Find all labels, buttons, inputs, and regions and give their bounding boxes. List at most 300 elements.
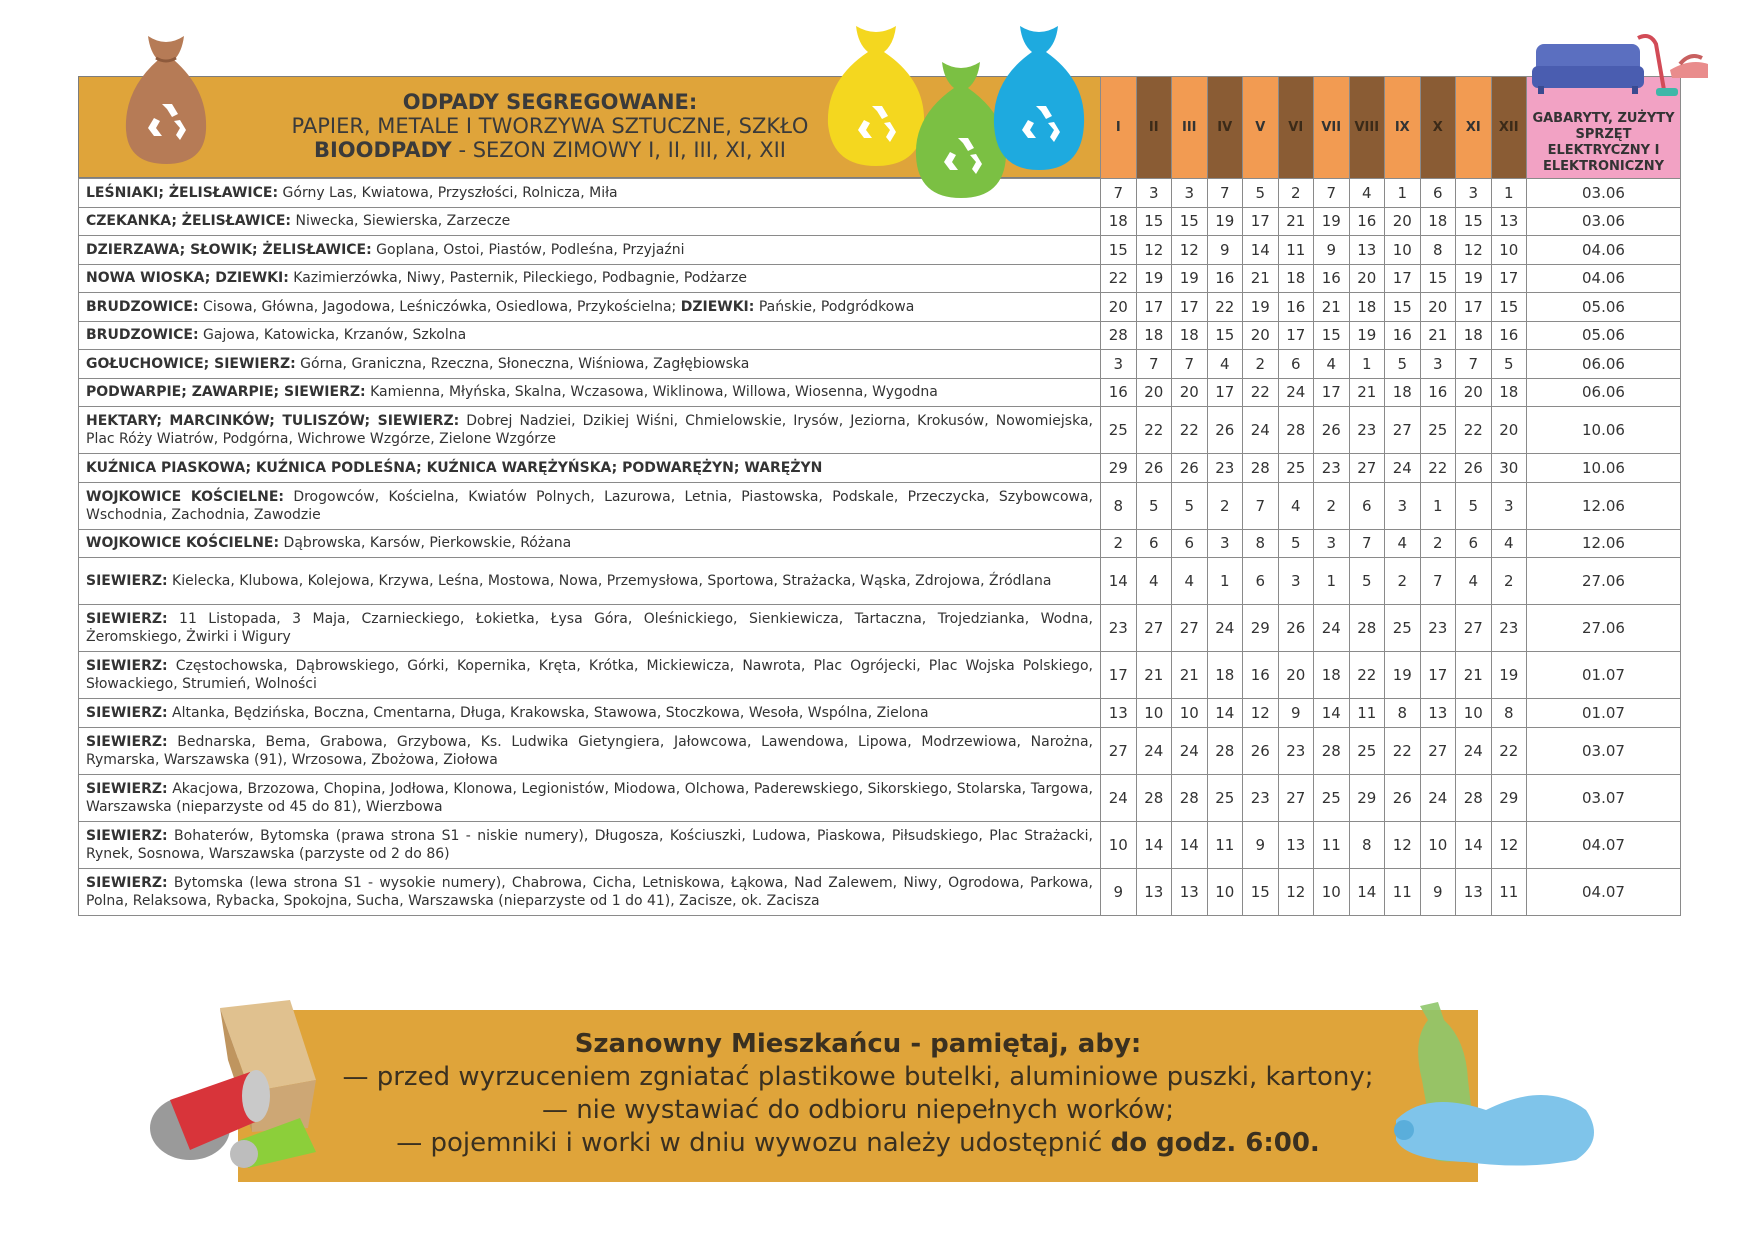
pickup-day-cell: 2 bbox=[1491, 558, 1527, 605]
pickup-day-cell: 1 bbox=[1491, 179, 1527, 208]
pickup-day-cell: 24 bbox=[1385, 454, 1421, 483]
pickup-day-cell: 13 bbox=[1491, 207, 1527, 236]
locality-label: GOŁUCHOWICE; SIEWIERZ: bbox=[86, 355, 296, 372]
street-cell bbox=[79, 207, 1101, 236]
cardboard-icon bbox=[140, 1000, 330, 1170]
footer-notice bbox=[238, 1028, 1478, 1160]
table-row bbox=[79, 179, 1681, 208]
locality-label: SIEWIERZ: bbox=[86, 611, 168, 627]
street-cell bbox=[79, 378, 1101, 407]
pickup-day-cell: 10 bbox=[1385, 236, 1421, 265]
locality-label: PODWARPIE; ZAWARPIE; SIEWIERZ: bbox=[86, 384, 366, 401]
pickup-day-cell: 15 bbox=[1314, 321, 1350, 350]
title-materials: PAPIER, METALE I TWORZYWA SZTUCZNE, SZKŁO bbox=[291, 114, 809, 138]
table-row bbox=[79, 293, 1681, 322]
pickup-day-cell: 24 bbox=[1243, 407, 1279, 454]
pickup-day-cell: 19 bbox=[1243, 293, 1279, 322]
locality-label: BRUDZOWICE: bbox=[86, 298, 199, 315]
pickup-day-cell: 7 bbox=[1420, 558, 1456, 605]
table-row bbox=[79, 321, 1681, 350]
gabaryty-date-cell: 04.06 bbox=[1527, 264, 1681, 293]
pickup-day-cell: 21 bbox=[1349, 378, 1385, 407]
pickup-day-cell: 9 bbox=[1314, 236, 1350, 265]
pickup-day-cell: 4 bbox=[1136, 558, 1172, 605]
pickup-day-cell: 6 bbox=[1349, 482, 1385, 529]
pickup-day-cell: 21 bbox=[1278, 207, 1314, 236]
pickup-day-cell: 7 bbox=[1101, 179, 1137, 208]
pickup-day-cell: 26 bbox=[1207, 407, 1243, 454]
pickup-day-cell: 6 bbox=[1136, 529, 1172, 558]
street-list: Drogowców, Kościelna, Kwiatów Polnych, Lazurowa, Letnia, Piastowska, Podskale, Przeczycka, Szybowcowa, Wschodnia, Zachodnia, Zawodzie bbox=[86, 488, 1093, 523]
table-row bbox=[79, 378, 1681, 407]
pickup-day-cell: 23 bbox=[1243, 774, 1279, 821]
month-label: IX bbox=[1394, 120, 1410, 135]
pickup-day-cell: 5 bbox=[1456, 482, 1492, 529]
month-header-xi bbox=[1456, 77, 1492, 179]
pickup-day-cell: 22 bbox=[1136, 407, 1172, 454]
pickup-day-cell: 21 bbox=[1420, 321, 1456, 350]
month-label: II bbox=[1148, 120, 1159, 135]
gabaryty-date-cell: 27.06 bbox=[1527, 605, 1681, 652]
table-row bbox=[79, 264, 1681, 293]
month-label: XI bbox=[1465, 120, 1481, 135]
pickup-day-cell: 11 bbox=[1349, 699, 1385, 728]
pickup-day-cell: 26 bbox=[1243, 727, 1279, 774]
pickup-day-cell: 19 bbox=[1172, 264, 1208, 293]
month-label: VII bbox=[1321, 120, 1342, 135]
pickup-day-cell: 16 bbox=[1278, 293, 1314, 322]
pickup-day-cell: 14 bbox=[1314, 699, 1350, 728]
street-cell bbox=[79, 293, 1101, 322]
pickup-day-cell: 3 bbox=[1456, 179, 1492, 208]
pickup-day-cell: 7 bbox=[1349, 529, 1385, 558]
pickup-day-cell: 13 bbox=[1349, 236, 1385, 265]
month-label: VIII bbox=[1354, 120, 1380, 135]
month-header-ii bbox=[1136, 77, 1172, 179]
pickup-day-cell: 2 bbox=[1420, 529, 1456, 558]
pickup-day-cell: 18 bbox=[1172, 321, 1208, 350]
pickup-day-cell: 6 bbox=[1243, 558, 1279, 605]
month-header-iii bbox=[1172, 77, 1208, 179]
pickup-day-cell: 14 bbox=[1456, 821, 1492, 868]
pickup-day-cell: 28 bbox=[1172, 774, 1208, 821]
pickup-day-cell: 27 bbox=[1136, 605, 1172, 652]
footer-line-3-bold: do godz. 6:00. bbox=[1110, 1128, 1320, 1158]
pickup-day-cell: 16 bbox=[1243, 652, 1279, 699]
locality-label: NOWA WIOSKA; DZIEWKI: bbox=[86, 270, 289, 287]
pickup-day-cell: 15 bbox=[1491, 293, 1527, 322]
title-bio-bold: BIOODPADY bbox=[313, 138, 452, 162]
locality-label: WOJKOWICE KOŚCIELNE: bbox=[86, 488, 284, 505]
pickup-day-cell: 24 bbox=[1207, 605, 1243, 652]
vacuum-icon bbox=[1638, 36, 1678, 96]
pickup-day-cell: 25 bbox=[1101, 407, 1137, 454]
pickup-day-cell: 26 bbox=[1136, 454, 1172, 483]
pickup-day-cell: 24 bbox=[1420, 774, 1456, 821]
table-row bbox=[79, 821, 1681, 868]
pickup-day-cell: 18 bbox=[1456, 321, 1492, 350]
pickup-day-cell: 15 bbox=[1420, 264, 1456, 293]
schedule-body bbox=[79, 179, 1681, 916]
pickup-day-cell: 4 bbox=[1314, 350, 1350, 379]
pickup-day-cell: 12 bbox=[1278, 868, 1314, 915]
pickup-day-cell: 11 bbox=[1207, 821, 1243, 868]
pickup-day-cell: 16 bbox=[1207, 264, 1243, 293]
pickup-day-cell: 3 bbox=[1491, 482, 1527, 529]
gabaryty-date-cell: 04.07 bbox=[1527, 868, 1681, 915]
street-cell bbox=[79, 350, 1101, 379]
month-header-i bbox=[1101, 77, 1137, 179]
locality-label: DZIERZAWA; SŁOWIK; ŻELISŁAWICE: bbox=[86, 241, 372, 258]
pickup-day-cell: 9 bbox=[1243, 821, 1279, 868]
street-list: Kielecka, Klubowa, Kolejowa, Krzywa, Leśna, Mostowa, Nowa, Przemysłowa, Sportowa, Strażacka, Wąska, Zdrojowa, Źródlana bbox=[167, 573, 1052, 589]
locality-label: WOJKOWICE KOŚCIELNE: bbox=[86, 535, 280, 552]
street-cell bbox=[79, 774, 1101, 821]
pickup-day-cell: 8 bbox=[1243, 529, 1279, 558]
pickup-day-cell: 20 bbox=[1278, 652, 1314, 699]
pickup-day-cell: 30 bbox=[1491, 454, 1527, 483]
footer-heading: Szanowny Mieszkańcu - pamiętaj, aby: bbox=[574, 1029, 1142, 1059]
pickup-day-cell: 8 bbox=[1420, 236, 1456, 265]
pickup-day-cell: 28 bbox=[1101, 321, 1137, 350]
pickup-day-cell: 22 bbox=[1101, 264, 1137, 293]
pickup-day-cell: 17 bbox=[1314, 378, 1350, 407]
street-cell bbox=[79, 699, 1101, 728]
street-cell bbox=[79, 605, 1101, 652]
pickup-day-cell: 16 bbox=[1314, 264, 1350, 293]
pickup-day-cell: 12 bbox=[1491, 821, 1527, 868]
pickup-day-cell: 17 bbox=[1207, 378, 1243, 407]
pickup-day-cell: 24 bbox=[1101, 774, 1137, 821]
pickup-day-cell: 29 bbox=[1101, 454, 1137, 483]
month-label: IV bbox=[1217, 120, 1233, 135]
pickup-day-cell: 16 bbox=[1349, 207, 1385, 236]
locality-label: DZIEWKI: bbox=[680, 298, 755, 315]
pickup-day-cell: 5 bbox=[1349, 558, 1385, 605]
pickup-day-cell: 20 bbox=[1136, 378, 1172, 407]
pickup-day-cell: 28 bbox=[1136, 774, 1172, 821]
gabaryty-date-cell: 04.06 bbox=[1527, 236, 1681, 265]
gabaryty-date-cell: 04.07 bbox=[1527, 821, 1681, 868]
pickup-day-cell: 19 bbox=[1136, 264, 1172, 293]
locality-label: LEŚNIAKI; ŻELISŁAWICE: bbox=[86, 184, 279, 201]
pickup-day-cell: 22 bbox=[1385, 727, 1421, 774]
table-row bbox=[79, 605, 1681, 652]
pickup-day-cell: 13 bbox=[1136, 868, 1172, 915]
pickup-day-cell: 12 bbox=[1456, 236, 1492, 265]
pickup-day-cell: 17 bbox=[1243, 207, 1279, 236]
pickup-day-cell: 14 bbox=[1349, 868, 1385, 915]
pickup-day-cell: 13 bbox=[1278, 821, 1314, 868]
gabaryty-date-cell: 03.06 bbox=[1527, 179, 1681, 208]
pickup-day-cell: 7 bbox=[1456, 350, 1492, 379]
street-list: Dąbrowska, Karsów, Pierkowskie, Różana bbox=[279, 535, 572, 552]
pickup-day-cell: 1 bbox=[1349, 350, 1385, 379]
pickup-day-cell: 8 bbox=[1491, 699, 1527, 728]
pickup-day-cell: 23 bbox=[1491, 605, 1527, 652]
street-list: Bednarska, Bema, Grabowa, Grzybowa, Ks. Ludwika Gietyngiera, Jałowcowa, Lawendowa, Lipowa, Modrzewiowa, Narożna, Rymarska, Warszawska (91), Wrzosowa, Zbożowa, Ziołowa bbox=[86, 733, 1093, 768]
pickup-day-cell: 17 bbox=[1385, 264, 1421, 293]
pickup-day-cell: 17 bbox=[1136, 293, 1172, 322]
pickup-day-cell: 25 bbox=[1207, 774, 1243, 821]
pickup-day-cell: 18 bbox=[1101, 207, 1137, 236]
pickup-day-cell: 27 bbox=[1278, 774, 1314, 821]
table-row bbox=[79, 482, 1681, 529]
pickup-day-cell: 17 bbox=[1278, 321, 1314, 350]
street-cell bbox=[79, 482, 1101, 529]
pickup-day-cell: 13 bbox=[1456, 868, 1492, 915]
pickup-day-cell: 6 bbox=[1278, 350, 1314, 379]
pickup-day-cell: 13 bbox=[1420, 699, 1456, 728]
pickup-day-cell: 18 bbox=[1278, 264, 1314, 293]
pickup-day-cell: 7 bbox=[1243, 482, 1279, 529]
pickup-day-cell: 4 bbox=[1349, 179, 1385, 208]
locality-label: KUŹNICA PIASKOWA; KUŹNICA PODLEŚNA; KUŹNICA WARĘŻYŃSKA; PODWARĘŻYN; WARĘŻYN bbox=[86, 459, 823, 476]
street-cell bbox=[79, 727, 1101, 774]
pickup-day-cell: 17 bbox=[1456, 293, 1492, 322]
pickup-day-cell: 19 bbox=[1314, 207, 1350, 236]
pickup-day-cell: 16 bbox=[1101, 378, 1137, 407]
pickup-day-cell: 18 bbox=[1385, 378, 1421, 407]
pickup-day-cell: 23 bbox=[1349, 407, 1385, 454]
pickup-day-cell: 15 bbox=[1456, 207, 1492, 236]
pickup-day-cell: 28 bbox=[1243, 454, 1279, 483]
pickup-day-cell: 23 bbox=[1101, 605, 1137, 652]
pickup-day-cell: 10 bbox=[1172, 699, 1208, 728]
pickup-day-cell: 3 bbox=[1101, 350, 1137, 379]
street-cell bbox=[79, 236, 1101, 265]
street-list: Altanka, Będzińska, Boczna, Cmentarna, Długa, Krakowska, Stawowa, Stoczkowa, Wesoła, Wspólna, Zielona bbox=[167, 704, 929, 721]
pickup-day-cell: 5 bbox=[1243, 179, 1279, 208]
month-header-ix bbox=[1385, 77, 1421, 179]
month-label: X bbox=[1432, 120, 1443, 135]
pickup-day-cell: 10 bbox=[1456, 699, 1492, 728]
brown-bag-icon bbox=[118, 30, 214, 168]
pickup-day-cell: 8 bbox=[1101, 482, 1137, 529]
pickup-day-cell: 5 bbox=[1136, 482, 1172, 529]
pickup-day-cell: 20 bbox=[1172, 378, 1208, 407]
pickup-day-cell: 4 bbox=[1207, 350, 1243, 379]
pickup-day-cell: 11 bbox=[1385, 868, 1421, 915]
gabaryty-date-cell: 03.07 bbox=[1527, 774, 1681, 821]
street-list: Niwecka, Siewierska, Zarzecze bbox=[291, 213, 511, 230]
pickup-day-cell: 19 bbox=[1349, 321, 1385, 350]
pickup-day-cell: 23 bbox=[1207, 454, 1243, 483]
month-label: III bbox=[1181, 120, 1197, 135]
pickup-day-cell: 24 bbox=[1314, 605, 1350, 652]
pickup-day-cell: 29 bbox=[1349, 774, 1385, 821]
month-header-vi bbox=[1278, 77, 1314, 179]
pickup-day-cell: 11 bbox=[1278, 236, 1314, 265]
pickup-day-cell: 3 bbox=[1207, 529, 1243, 558]
pickup-day-cell: 27 bbox=[1172, 605, 1208, 652]
pickup-day-cell: 24 bbox=[1172, 727, 1208, 774]
pickup-day-cell: 13 bbox=[1101, 699, 1137, 728]
pickup-day-cell: 22 bbox=[1456, 407, 1492, 454]
pickup-day-cell: 2 bbox=[1278, 179, 1314, 208]
locality-label: SIEWIERZ: bbox=[86, 733, 168, 750]
street-cell bbox=[79, 529, 1101, 558]
street-list: Bohaterów, Bytomska (prawa strona S1 - niskie numery), Długosza, Kościuszki, Ludowa, Piaskowa, Piłsudskiego, Plac Strażacki, Rynek, Sosnowa, Warszawska (parzyste od 2 do 86) bbox=[86, 827, 1093, 862]
pickup-day-cell: 10 bbox=[1207, 868, 1243, 915]
pickup-day-cell: 27 bbox=[1349, 454, 1385, 483]
gabaryty-date-cell: 12.06 bbox=[1527, 529, 1681, 558]
pickup-day-cell: 8 bbox=[1385, 699, 1421, 728]
pickup-day-cell: 7 bbox=[1172, 350, 1208, 379]
pickup-day-cell: 16 bbox=[1491, 321, 1527, 350]
street-list: Akacjowa, Brzozowa, Chopina, Jodłowa, Klonowa, Legionistów, Miodowa, Olchowa, Paderewskiego, Sikorskiego, Stolarska, Targowa, Warszawska (nieparzyste od 45 do 81), Wierzbowa bbox=[86, 780, 1093, 815]
street-cell bbox=[79, 652, 1101, 699]
table-row bbox=[79, 558, 1681, 605]
street-list: 11 Listopada, 3 Maja, Czarnieckiego, Łokietka, Łysa Góra, Oleśnickiego, Sienkiewicza, Tartaczna, Trojedzianka, Wodna, Żeromskiego, Żwirki i Wigury bbox=[86, 611, 1093, 645]
pickup-day-cell: 6 bbox=[1172, 529, 1208, 558]
pickup-day-cell: 4 bbox=[1456, 558, 1492, 605]
pickup-day-cell: 21 bbox=[1136, 652, 1172, 699]
pickup-day-cell: 22 bbox=[1420, 454, 1456, 483]
pickup-day-cell: 14 bbox=[1243, 236, 1279, 265]
pickup-day-cell: 21 bbox=[1456, 652, 1492, 699]
pickup-day-cell: 26 bbox=[1172, 454, 1208, 483]
pickup-day-cell: 4 bbox=[1172, 558, 1208, 605]
street-cell bbox=[79, 454, 1101, 483]
street-cell bbox=[79, 321, 1101, 350]
pickup-day-cell: 15 bbox=[1207, 321, 1243, 350]
pickup-day-cell: 18 bbox=[1420, 207, 1456, 236]
street-cell bbox=[79, 407, 1101, 454]
pickup-day-cell: 18 bbox=[1349, 293, 1385, 322]
table-row bbox=[79, 454, 1681, 483]
locality-label: SIEWIERZ: bbox=[86, 704, 168, 721]
pickup-day-cell: 11 bbox=[1491, 868, 1527, 915]
pickup-day-cell: 5 bbox=[1491, 350, 1527, 379]
gabaryty-date-cell: 27.06 bbox=[1527, 558, 1681, 605]
gabaryty-date-cell: 03.07 bbox=[1527, 727, 1681, 774]
pickup-day-cell: 16 bbox=[1385, 321, 1421, 350]
pickup-day-cell: 12 bbox=[1172, 236, 1208, 265]
gabaryty-date-cell: 06.06 bbox=[1527, 350, 1681, 379]
street-cell bbox=[79, 264, 1101, 293]
pickup-day-cell: 20 bbox=[1456, 378, 1492, 407]
table-row bbox=[79, 652, 1681, 699]
table-row bbox=[79, 699, 1681, 728]
pickup-day-cell: 18 bbox=[1491, 378, 1527, 407]
pickup-day-cell: 4 bbox=[1278, 482, 1314, 529]
footer-line-3 bbox=[238, 1127, 1478, 1160]
street-list: Kazimierzówka, Niwy, Pasternik, Pileckiego, Podbagnie, Podżarze bbox=[288, 270, 747, 287]
month-header-v bbox=[1243, 77, 1279, 179]
pickup-day-cell: 5 bbox=[1385, 350, 1421, 379]
gabaryty-date-cell: 06.06 bbox=[1527, 378, 1681, 407]
pickup-day-cell: 9 bbox=[1207, 236, 1243, 265]
gabaryty-date-cell: 05.06 bbox=[1527, 321, 1681, 350]
pickup-day-cell: 19 bbox=[1385, 652, 1421, 699]
sofa-icon bbox=[1530, 30, 1710, 100]
month-header-iv bbox=[1207, 77, 1243, 179]
pickup-day-cell: 15 bbox=[1136, 207, 1172, 236]
pickup-day-cell: 14 bbox=[1101, 558, 1137, 605]
pickup-day-cell: 10 bbox=[1314, 868, 1350, 915]
footer-line-3-text: — pojemniki i worki w dniu wywozu należy udostępnić bbox=[396, 1128, 1111, 1158]
street-list: Gajowa, Katowicka, Krzanów, Szkolna bbox=[198, 327, 467, 344]
title-bio-rest: - SEZON ZIMOWY I, II, III, XI, XII bbox=[451, 138, 787, 162]
pickup-day-cell: 9 bbox=[1420, 868, 1456, 915]
pickup-day-cell: 26 bbox=[1456, 454, 1492, 483]
pickup-day-cell: 22 bbox=[1207, 293, 1243, 322]
pickup-day-cell: 20 bbox=[1243, 321, 1279, 350]
locality-label: SIEWIERZ: bbox=[86, 874, 168, 891]
locality-label: CZEKANKA; ŻELISŁAWICE: bbox=[86, 213, 292, 230]
pickup-day-cell: 7 bbox=[1136, 350, 1172, 379]
table-row bbox=[79, 868, 1681, 915]
pickup-day-cell: 1 bbox=[1420, 482, 1456, 529]
street-list: Pańskie, Podgródkowa bbox=[754, 298, 915, 315]
pickup-day-cell: 27 bbox=[1101, 727, 1137, 774]
street-list: Cisowa, Główna, Jagodowa, Leśniczówka, Osiedlowa, Przykościelna; bbox=[198, 298, 681, 315]
pickup-day-cell: 20 bbox=[1385, 207, 1421, 236]
pickup-day-cell: 13 bbox=[1172, 868, 1208, 915]
gabaryty-date-cell: 01.07 bbox=[1527, 699, 1681, 728]
pickup-day-cell: 29 bbox=[1243, 605, 1279, 652]
pickup-day-cell: 1 bbox=[1314, 558, 1350, 605]
pickup-day-cell: 21 bbox=[1172, 652, 1208, 699]
locality-label: SIEWIERZ: bbox=[86, 658, 168, 674]
pickup-day-cell: 2 bbox=[1207, 482, 1243, 529]
pickup-day-cell: 15 bbox=[1172, 207, 1208, 236]
pickup-day-cell: 1 bbox=[1385, 179, 1421, 208]
street-cell bbox=[79, 821, 1101, 868]
table-row bbox=[79, 236, 1681, 265]
pickup-day-cell: 2 bbox=[1314, 482, 1350, 529]
bottle-icon bbox=[1386, 1000, 1612, 1170]
pickup-day-cell: 4 bbox=[1385, 529, 1421, 558]
street-list: Częstochowska, Dąbrowskiego, Górki, Kopernika, Kręta, Krótka, Mickiewicza, Nawrota, Plac Ogrójecki, Plac Wojska Polskiego, Słowackiego, Strumień, Wolności bbox=[86, 658, 1093, 692]
pickup-day-cell: 26 bbox=[1314, 407, 1350, 454]
footer-line-2: — nie wystawiać do odbioru niepełnych worków; bbox=[541, 1095, 1175, 1125]
gabaryty-header: GABARYTY, ZUŻYTY SPRZĘT ELEKTRYCZNY I ELEKTRONICZNY bbox=[1527, 77, 1681, 179]
pickup-day-cell: 3 bbox=[1314, 529, 1350, 558]
pickup-day-cell: 22 bbox=[1491, 727, 1527, 774]
pickup-day-cell: 12 bbox=[1136, 236, 1172, 265]
gabaryty-date-cell: 12.06 bbox=[1527, 482, 1681, 529]
pickup-day-cell: 26 bbox=[1278, 605, 1314, 652]
iron-icon bbox=[1670, 56, 1708, 78]
pickup-day-cell: 2 bbox=[1385, 558, 1421, 605]
pickup-day-cell: 17 bbox=[1101, 652, 1137, 699]
pickup-day-cell: 20 bbox=[1420, 293, 1456, 322]
pickup-day-cell: 28 bbox=[1456, 774, 1492, 821]
schedule-table bbox=[78, 76, 1681, 916]
pickup-day-cell: 3 bbox=[1136, 179, 1172, 208]
street-list: Górny Las, Kwiatowa, Przyszłości, Rolnicza, Miła bbox=[278, 184, 618, 201]
locality-label: HEKTARY; MARCINKÓW; TULISZÓW; SIEWIERZ: bbox=[86, 413, 460, 429]
pickup-day-cell: 10 bbox=[1420, 821, 1456, 868]
pickup-day-cell: 17 bbox=[1172, 293, 1208, 322]
pickup-day-cell: 14 bbox=[1172, 821, 1208, 868]
pickup-day-cell: 1 bbox=[1207, 558, 1243, 605]
pickup-day-cell: 27 bbox=[1456, 605, 1492, 652]
table-row bbox=[79, 407, 1681, 454]
footer-line-1: — przed wyrzuceniem zgniatać plastikowe butelki, aluminiowe puszki, kartony; bbox=[342, 1062, 1374, 1092]
pickup-day-cell: 25 bbox=[1349, 727, 1385, 774]
pickup-day-cell: 7 bbox=[1314, 179, 1350, 208]
pickup-day-cell: 4 bbox=[1491, 529, 1527, 558]
street-list: Kamienna, Młyńska, Skalna, Wczasowa, Wiklinowa, Willowa, Wiosenna, Wygodna bbox=[365, 384, 938, 401]
pickup-day-cell: 10 bbox=[1101, 821, 1137, 868]
pickup-day-cell: 27 bbox=[1385, 407, 1421, 454]
table-row bbox=[79, 774, 1681, 821]
pickup-day-cell: 3 bbox=[1278, 558, 1314, 605]
gabaryty-date-cell: 10.06 bbox=[1527, 454, 1681, 483]
